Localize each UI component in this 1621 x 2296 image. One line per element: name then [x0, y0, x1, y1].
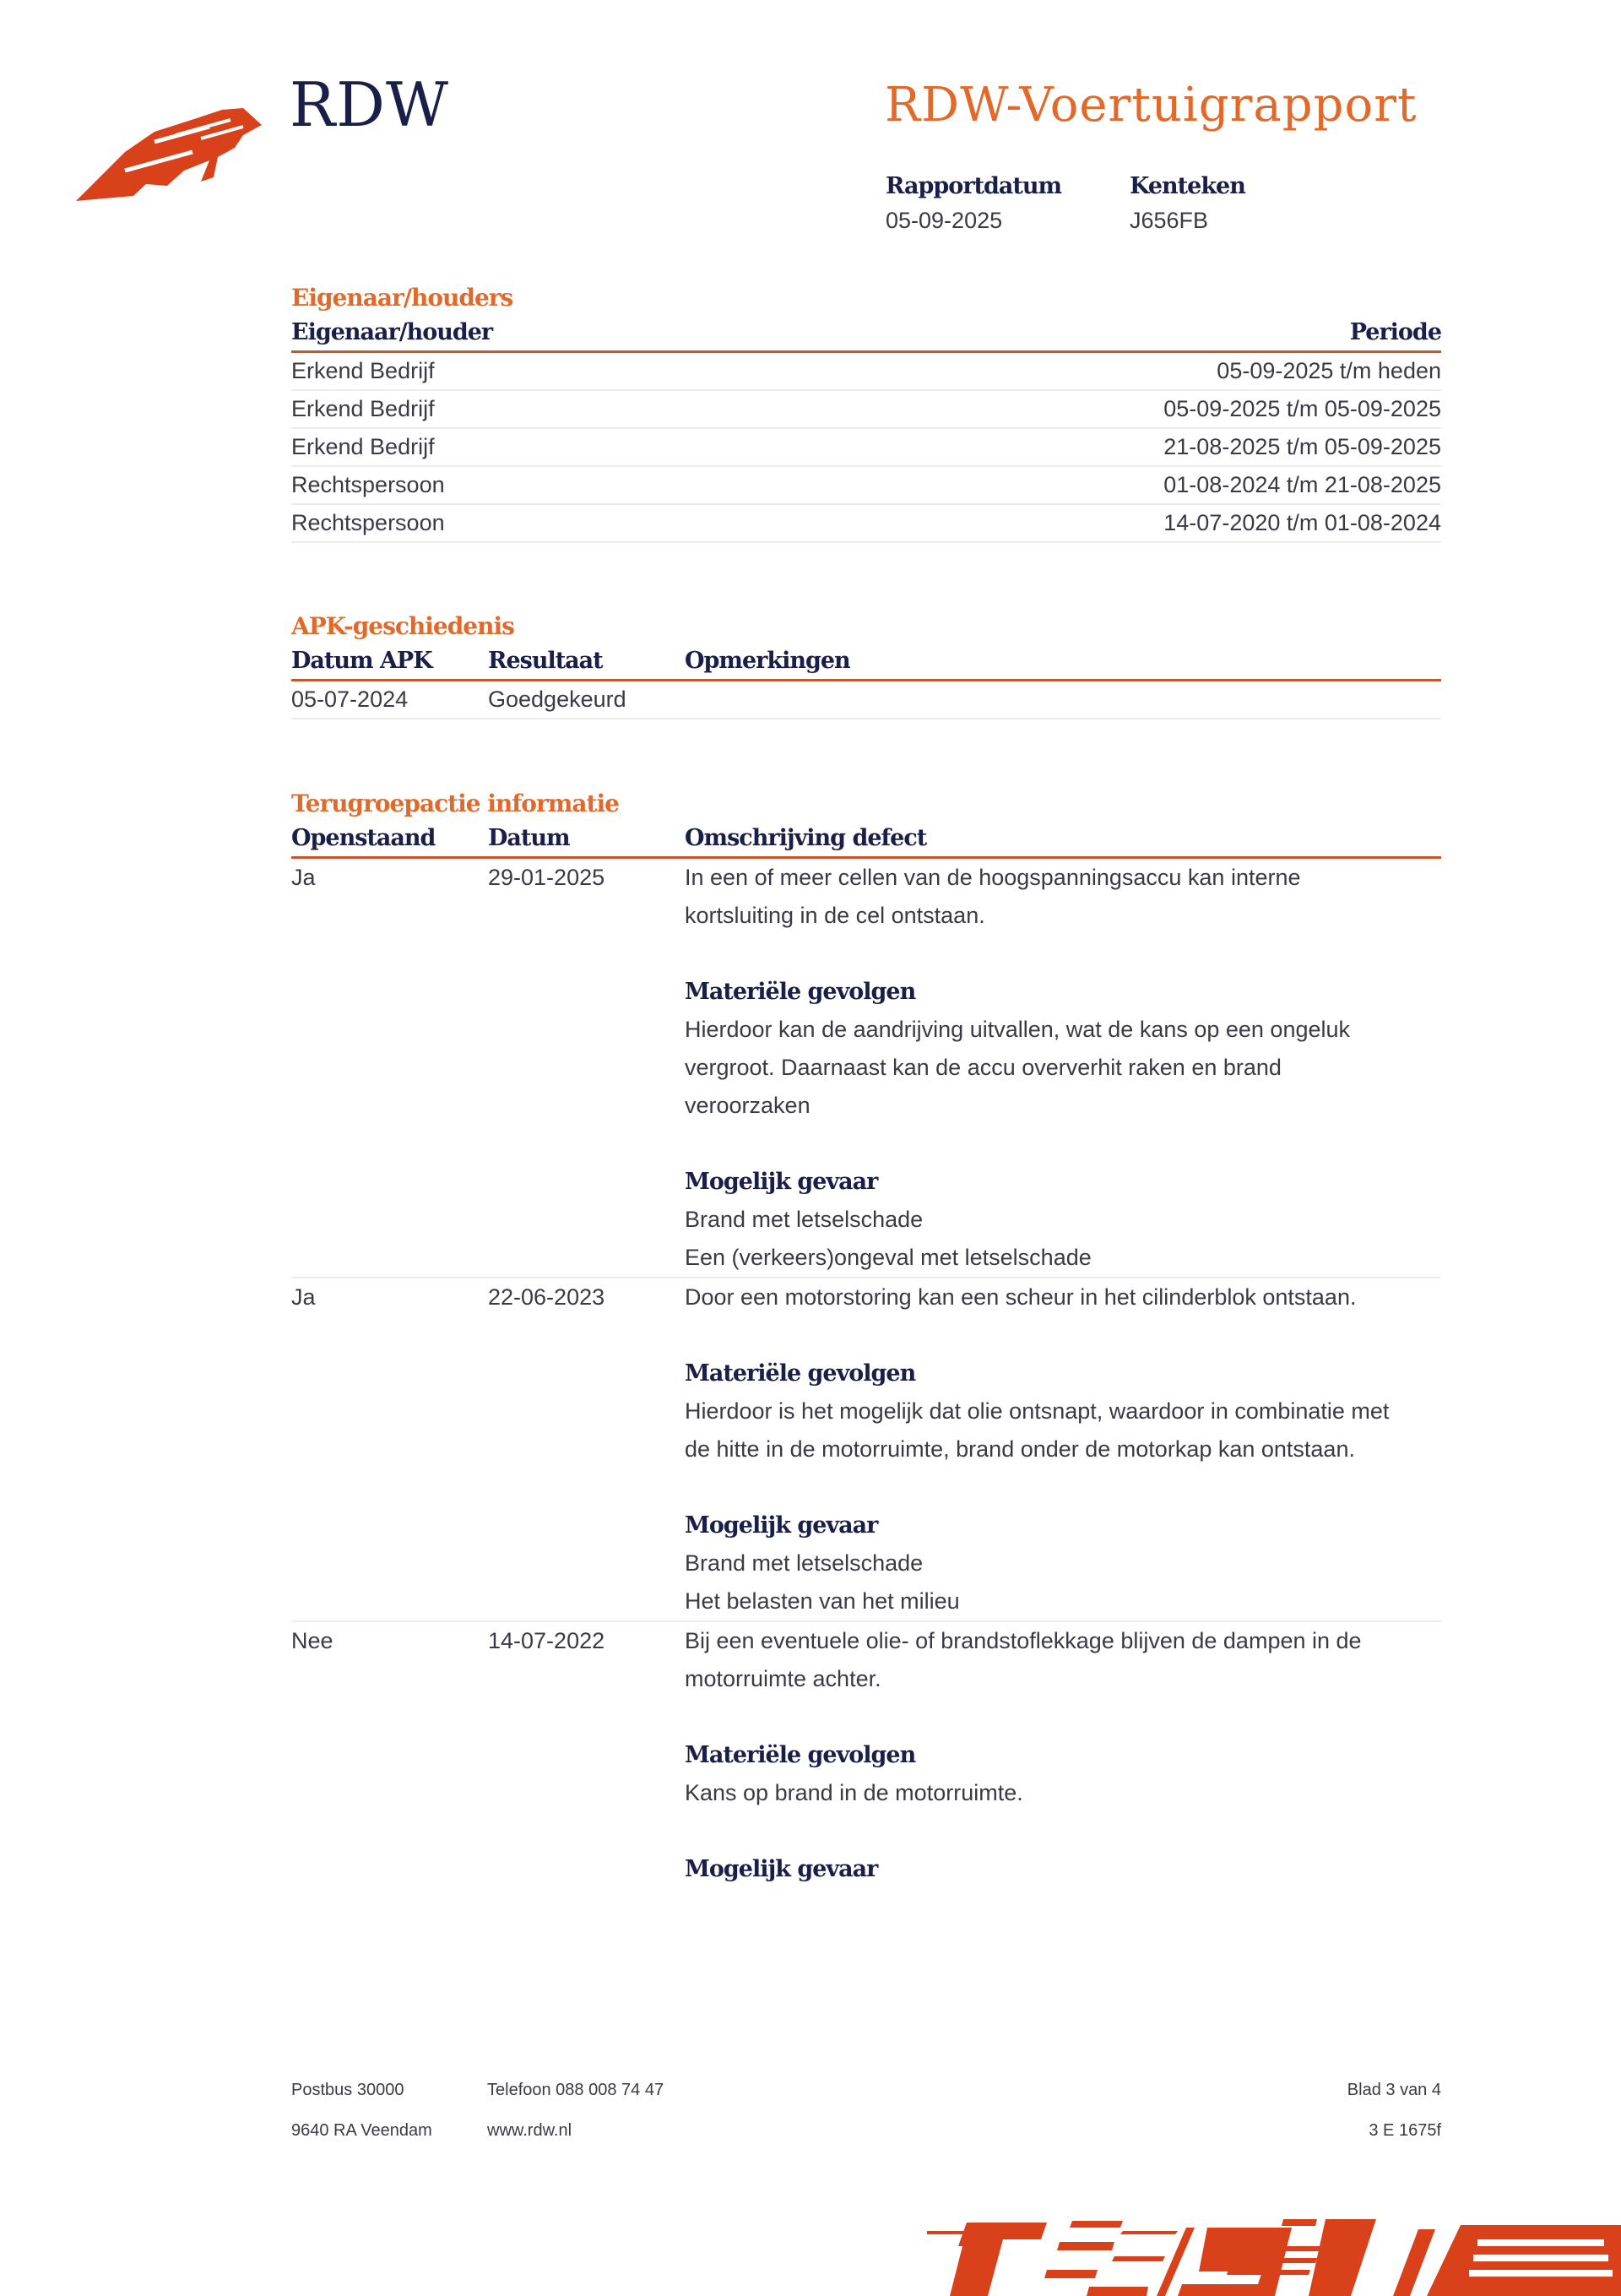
danger-item: Het belasten van het milieu	[685, 1588, 960, 1614]
recall-details	[685, 1622, 1441, 1888]
table-row	[291, 391, 1441, 429]
apk-title: APK-geschiedenis	[291, 612, 514, 640]
apk-table-header	[291, 643, 1441, 681]
footer-document-code: 3 E 1675f	[1369, 2121, 1441, 2140]
owner-type: Erkend Bedrijf	[291, 358, 435, 383]
recall-date: 29-01-2025	[488, 865, 605, 890]
recall-open: Nee	[291, 1628, 333, 1653]
table-row	[291, 429, 1441, 467]
recalls-table-header	[291, 821, 1441, 859]
danger-heading: Mogelijk gevaar	[685, 1856, 878, 1882]
recall-details	[685, 1278, 1441, 1620]
recall-date: 14-07-2022	[488, 1628, 605, 1653]
owners-table-header	[291, 315, 1441, 353]
owner-period: 21-08-2025 t/m 05-09-2025	[1163, 434, 1441, 459]
owner-period: 05-09-2025 t/m heden	[1217, 358, 1441, 383]
recall-consequences: Hierdoor kan de aandrijving uitvallen, wat de kans op een ongeluk vergroot. Daarnaast kan de accu oververhit raken en brand veroorzaken	[685, 1017, 1351, 1118]
report-date-block	[886, 173, 1061, 234]
danger-item: Brand met letselschade	[685, 1550, 924, 1576]
apk-remarks	[685, 681, 1441, 718]
owners-section	[291, 281, 1441, 543]
table-row	[291, 467, 1441, 505]
footer-phone: Telefoon 088 008 74 47	[487, 2081, 664, 2099]
recall-consequences: Hierdoor is het mogelijk dat olie ontsnapt, waardoor in combinatie met de hitte in de motorruimte, brand onder de motorkap kan ontstaan.	[685, 1398, 1390, 1462]
recalls-title: Terugroepactie informatie	[291, 790, 619, 817]
table-row	[291, 859, 1441, 1278]
column-header-description: Omschrijving defect	[685, 825, 927, 851]
column-header-date: Datum	[488, 825, 570, 851]
report-date-value: 05-09-2025	[886, 208, 1003, 233]
owner-type: Rechtspersoon	[291, 510, 445, 535]
owner-period: 14-07-2020 t/m 01-08-2024	[1163, 510, 1441, 535]
recall-description: Door een motorstoring kan een scheur in het cilinderblok ontstaan.	[685, 1284, 1357, 1310]
rdw-stripes-decoration-icon	[920, 2204, 1621, 2296]
rdw-feather-logo-icon	[74, 101, 264, 203]
column-header-apk-date: Datum APK	[291, 648, 432, 674]
footer-website-link[interactable]: www.rdw.nl	[487, 2121, 572, 2140]
recall-date: 22-06-2023	[488, 1284, 605, 1310]
recall-details	[685, 859, 1441, 1277]
recalls-section	[291, 787, 1441, 1888]
apk-result: Goedgekeurd	[488, 687, 626, 712]
column-header-remarks: Opmerkingen	[685, 648, 850, 674]
consequences-heading: Materiële gevolgen	[685, 979, 916, 1005]
report-title: RDW-Voertuigrapport	[885, 78, 1418, 133]
consequences-heading: Materiële gevolgen	[685, 1360, 916, 1387]
owners-title: Eigenaar/houders	[291, 284, 513, 312]
table-row	[291, 681, 1441, 719]
column-header-period: Periode	[1349, 319, 1441, 345]
footer-postbus: Postbus 30000	[291, 2081, 404, 2099]
recall-open: Ja	[291, 865, 316, 890]
danger-item: Brand met letselschade	[685, 1207, 924, 1232]
table-row	[291, 1278, 1441, 1622]
plate-value: J656FB	[1130, 208, 1209, 233]
table-row	[291, 1622, 1441, 1888]
danger-heading: Mogelijk gevaar	[685, 1169, 878, 1195]
consequences-heading: Materiële gevolgen	[685, 1742, 916, 1768]
danger-heading: Mogelijk gevaar	[685, 1512, 878, 1539]
plate-label: Kenteken	[1130, 173, 1245, 199]
table-row	[291, 505, 1441, 543]
brand-name: RDW	[290, 69, 449, 140]
danger-item: Een (verkeers)ongeval met letselschade	[685, 1245, 1092, 1270]
table-row	[291, 353, 1441, 391]
plate-block	[1130, 173, 1245, 234]
report-date-label: Rapportdatum	[886, 173, 1062, 199]
owner-type: Erkend Bedrijf	[291, 396, 435, 421]
footer-city: 9640 RA Veendam	[291, 2121, 432, 2140]
recall-description: In een of meer cellen van de hoogspanningsaccu kan interne kortsluiting in de cel ontstaan.	[685, 865, 1301, 928]
recall-description: Bij een eventuele olie- of brandstoflekkage blijven de dampen in de motorruimte achter.	[685, 1628, 1362, 1691]
recall-consequences: Kans op brand in de motorruimte.	[685, 1780, 1023, 1805]
owner-period: 05-09-2025 t/m 05-09-2025	[1163, 396, 1441, 421]
column-header-owner: Eigenaar/houder	[291, 319, 493, 345]
column-header-result: Resultaat	[488, 648, 603, 674]
apk-date: 05-07-2024	[291, 687, 409, 712]
owner-type: Rechtspersoon	[291, 472, 445, 497]
footer-page-number: Blad 3 van 4	[1347, 2081, 1441, 2099]
owner-type: Erkend Bedrijf	[291, 434, 435, 459]
column-header-open: Openstaand	[291, 825, 436, 851]
owner-period: 01-08-2024 t/m 21-08-2025	[1163, 472, 1441, 497]
recall-open: Ja	[291, 1284, 316, 1310]
apk-section	[291, 610, 1441, 719]
